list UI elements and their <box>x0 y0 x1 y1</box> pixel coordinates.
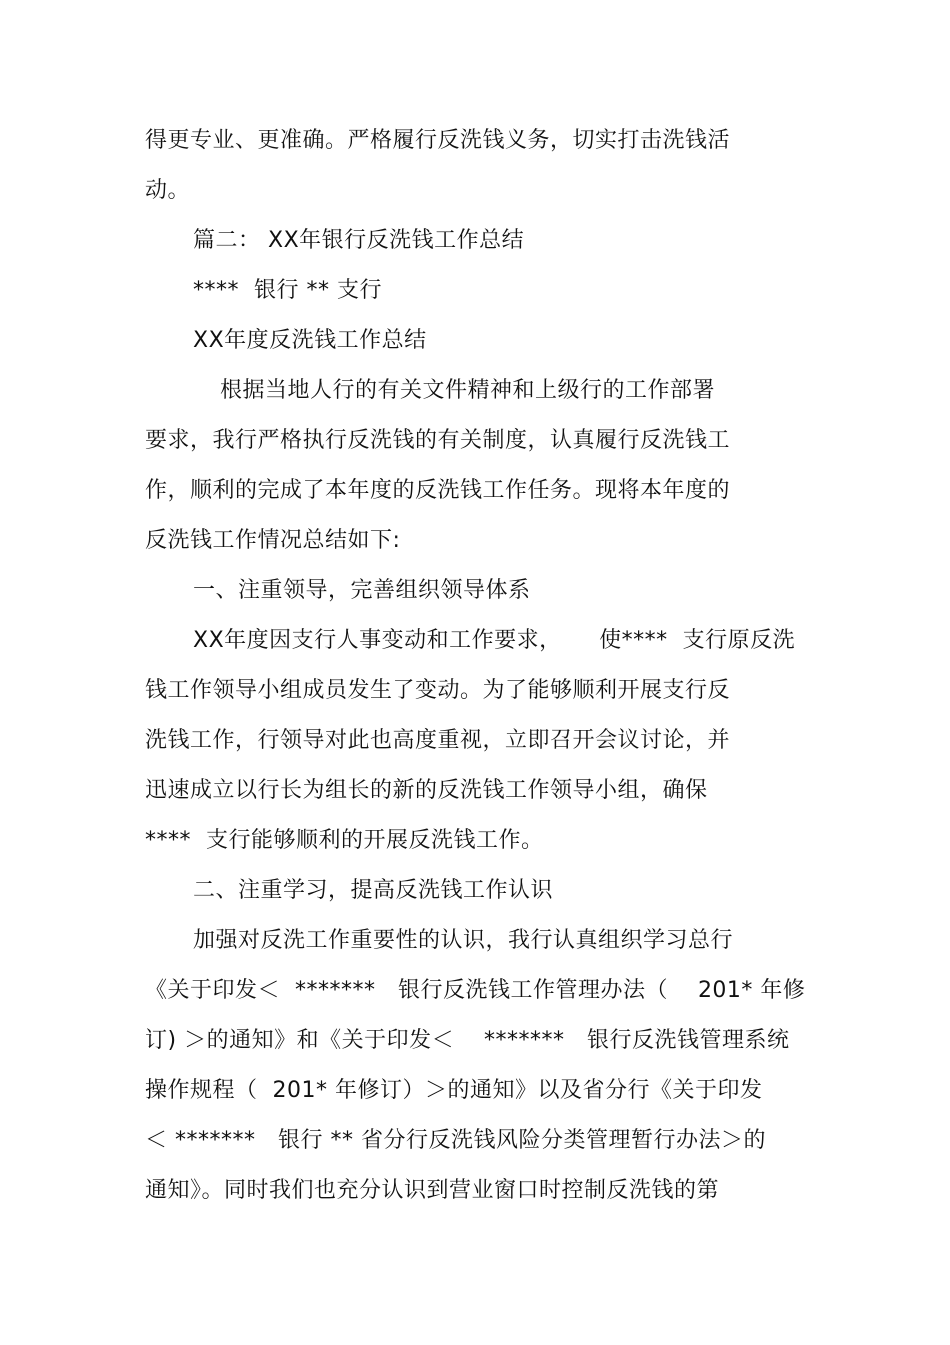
section-heading: 篇二： XX年银行反洗钱工作总结 <box>193 228 525 253</box>
text-line: 动。 <box>145 178 191 203</box>
text-line: 要求，我行严格执行反洗钱的有关制度，认真履行反洗钱工 <box>145 428 731 453</box>
section-heading: 一、注重领导，完善组织领导体系 <box>193 578 531 603</box>
section-heading: 二、注重学习，提高反洗钱工作认识 <box>193 878 554 903</box>
text-line: 得更专业、更准确。严格履行反洗钱义务，切实打击洗钱活 <box>145 128 731 153</box>
document-title: XX年度反洗钱工作总结 <box>193 328 427 353</box>
text-line: 根据当地人行的有关文件精神和上级行的工作部署 <box>220 378 716 403</box>
text-line: 操作规程（ 201* 年修订）＞的通知》以及省分行《关于印发 <box>145 1078 763 1103</box>
text-line: 加强对反洗工作重要性的认识，我行认真组织学习总行 <box>193 928 734 953</box>
text-line: 订) ＞的通知》和《关于印发＜ ******* 银行反洗钱管理系统 <box>145 1028 790 1053</box>
text-line: 钱工作领导小组成员发生了变动。为了能够顺利开展支行反 <box>145 678 731 703</box>
text-line: XX年度因支行人事变动和工作要求， 使**** 支行原反洗 <box>193 628 796 653</box>
text-line: ＜ ******* 银行 ** 省分行反洗钱风险分类管理暂行办法＞的 <box>145 1128 766 1153</box>
text-line: 迅速成立以行长为组长的新的反洗钱工作领导小组，确保 <box>145 778 708 803</box>
text-line: 《关于印发＜ ******* 银行反洗钱工作管理办法（ 201* 年修 <box>145 978 806 1003</box>
text-line: 反洗钱工作情况总结如下: <box>145 528 401 553</box>
text-line: **** 银行 ** 支行 <box>193 278 382 303</box>
text-line: 通知》。同时我们也充分认识到营业窗口时控制反洗钱的第 <box>145 1178 720 1203</box>
text-line: **** 支行能够顺利的开展反洗钱工作。 <box>145 828 544 853</box>
text-line: 作，顺利的完成了本年度的反洗钱工作任务。现将本年度的 <box>145 478 731 503</box>
text-line: 洗钱工作，行领导对此也高度重视，立即召开会议讨论，并 <box>145 728 731 753</box>
